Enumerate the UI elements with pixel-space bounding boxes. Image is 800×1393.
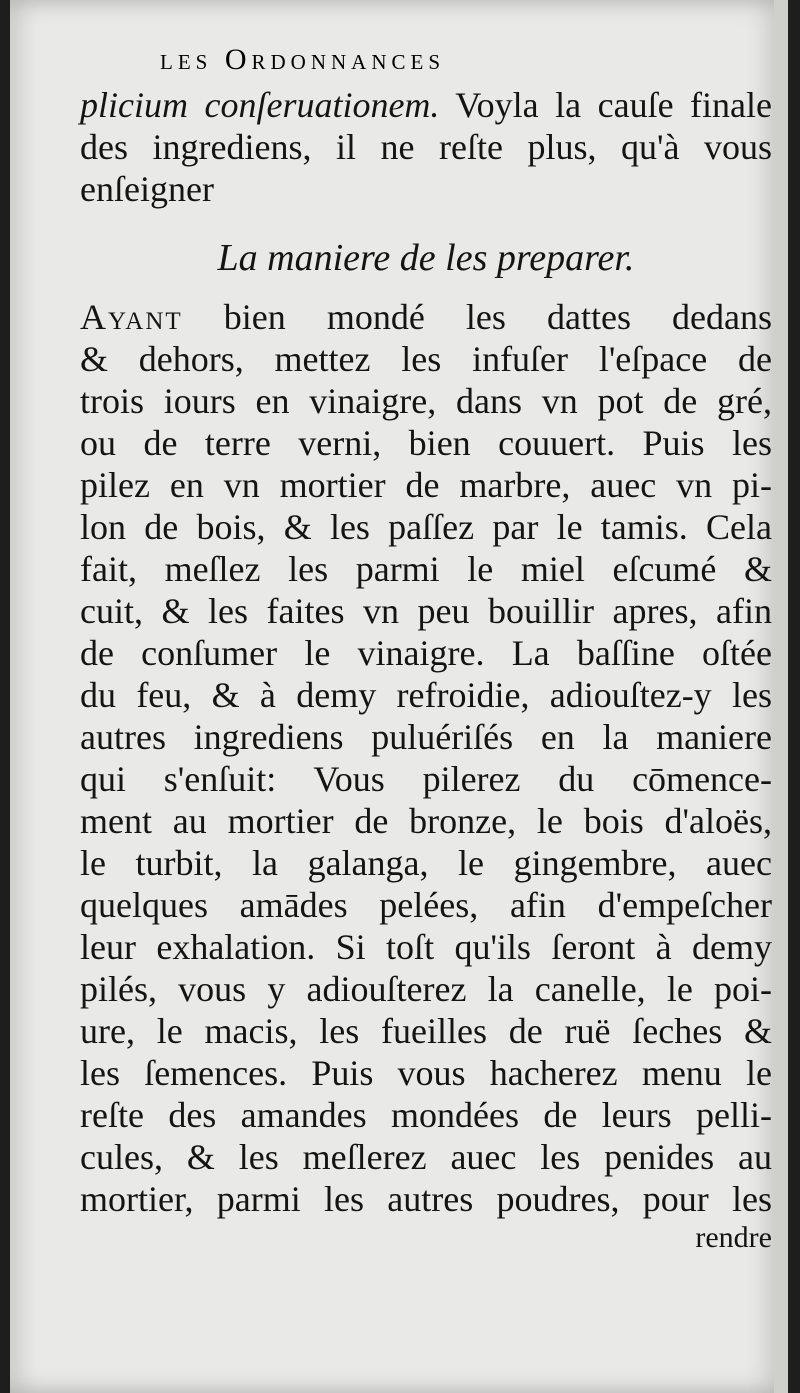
body-line: lon de bois, & les paſſez par le tamis. Cela (80, 507, 772, 547)
body-line: trois iours en vinaigre, dans vn pot de gré, (80, 381, 772, 421)
intro-line-1-rest: Voyla la cauſe finale (455, 85, 772, 125)
body-line: ou de terre verni, bien couuert. Puis les (80, 423, 772, 463)
body-line-1 (80, 296, 772, 338)
catchword: rendre (695, 1221, 772, 1254)
intro-italic-fragment: plicium conſeruationem. (80, 85, 440, 125)
body-line: quelques amādes pelées, afin d'empeſcher (80, 885, 772, 925)
body-line: ment au mortier de bronze, le bois d'aloës, (80, 801, 772, 841)
body-line: cules, & les meſlerez auec les penides au (80, 1137, 772, 1177)
body-line: pilés, vous y adiouſterez la canelle, le poi- (80, 969, 772, 1009)
body-line: de conſumer le vinaigre. La baſſine oſtée (80, 633, 772, 673)
intro-line-1 (80, 84, 772, 126)
running-head: les Ordonnances (160, 43, 446, 76)
page-edge-shadow (774, 0, 788, 1393)
body-line: leur exhalation. Si toſt qu'ils ſeront à demy (80, 927, 772, 967)
body-line: pilez en vn mortier de marbre, auec vn pi- (80, 465, 772, 505)
body-line: mortier, parmi les autres poudres, pour les (80, 1179, 772, 1219)
intro-line-3: enſeigner (80, 169, 214, 209)
intro-line-2: des ingrediens, il ne reſte plus, qu'à vous (80, 127, 772, 167)
body-line: ure, le macis, les fueilles de ruë ſeches & (80, 1011, 772, 1051)
book-page (10, 0, 788, 1393)
body-line: les ſemences. Puis vous hacherez menu le (80, 1053, 772, 1093)
body-line: du feu, & à demy refroidie, adiouſtez-y les (80, 675, 772, 715)
section-heading: La maniere de les preparer. (217, 237, 635, 279)
body-line-1-rest: bien mondé les dattes dedans (223, 297, 773, 337)
body-line: qui s'enſuit: Vous pilerez du cōmence- (80, 759, 772, 799)
body-line: fait, meſlez les parmi le miel eſcumé & (80, 549, 772, 589)
body-line: & dehors, mettez les infuſer l'eſpace de (80, 339, 772, 379)
body-line: autres ingrediens puluériſés en la maniere (80, 717, 772, 757)
body-line: le turbit, la galanga, le gingembre, auec (80, 843, 772, 883)
lead-capitals: Ayant (80, 297, 183, 337)
body-line: cuit, & les faites vn peu bouillir apres, afin (80, 591, 772, 631)
body-line: reſte des amandes mondées de leurs pelli- (80, 1095, 772, 1135)
